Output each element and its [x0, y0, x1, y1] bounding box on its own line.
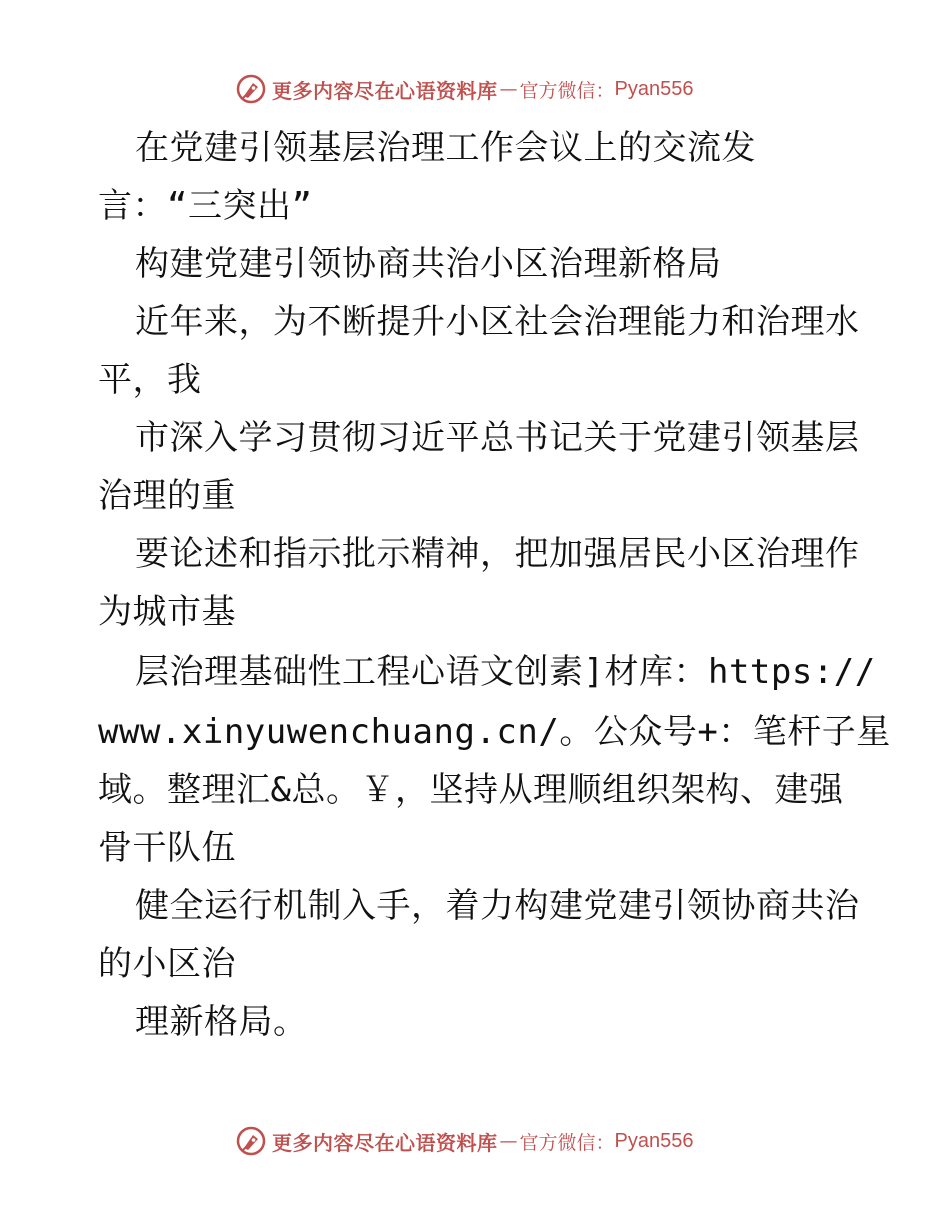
- watermark-account-prefix: 官方微信：: [519, 79, 615, 102]
- doc-paragraph-line: 治理的重: [98, 476, 236, 516]
- watermark-main-text: 更多内容尽在心语资料库: [272, 78, 498, 103]
- doc-title-line-2: 言：“三突出”: [98, 186, 313, 226]
- watermark-dash: —: [499, 1130, 518, 1152]
- pen-nib-logo-icon: [236, 74, 266, 104]
- doc-title-line-1: 在党建引领基层治理工作会议上的交流发: [135, 128, 756, 168]
- doc-paragraph-line: 健全运行机制入手，着力构建党建引领协商共治: [135, 886, 860, 926]
- watermark-account-id: Pyan556: [614, 1129, 694, 1152]
- pen-nib-logo-icon: [236, 1126, 266, 1156]
- doc-paragraph-line: 要论述和指示批示精神，把加强居民小区治理作: [135, 534, 860, 574]
- doc-paragraph-line: 域。整理汇&总。￥，坚持从理顺组织架构、建强: [98, 770, 844, 810]
- doc-paragraph-line: 骨干队伍: [98, 828, 236, 868]
- watermark-account-prefix: 官方微信：: [519, 1131, 615, 1154]
- doc-paragraph-line: 层治理基础性工程心语文创素]材库：https://: [135, 652, 876, 692]
- doc-paragraph-line: 的小区治: [98, 944, 236, 984]
- doc-paragraph-line: 理新格局。: [135, 1002, 308, 1042]
- footer-watermark: [236, 1124, 693, 1158]
- doc-subtitle: 构建党建引领协商共治小区治理新格局: [135, 244, 722, 284]
- doc-paragraph-line: www.xinyuwenchuang.cn/。公众号+：笔杆子星: [98, 712, 891, 752]
- doc-paragraph-line: 为城市基: [98, 592, 236, 632]
- doc-paragraph-line: 近年来，为不断提升小区社会治理能力和治理水: [135, 302, 860, 342]
- doc-paragraph-line: 平，我: [98, 360, 202, 400]
- watermark-dash: —: [499, 78, 518, 100]
- doc-paragraph-line: 市深入学习贯彻习近平总书记关于党建引领基层: [135, 418, 860, 458]
- header-watermark: [236, 72, 693, 106]
- watermark-account-id: Pyan556: [614, 77, 694, 100]
- watermark-main-text: 更多内容尽在心语资料库: [272, 1130, 498, 1155]
